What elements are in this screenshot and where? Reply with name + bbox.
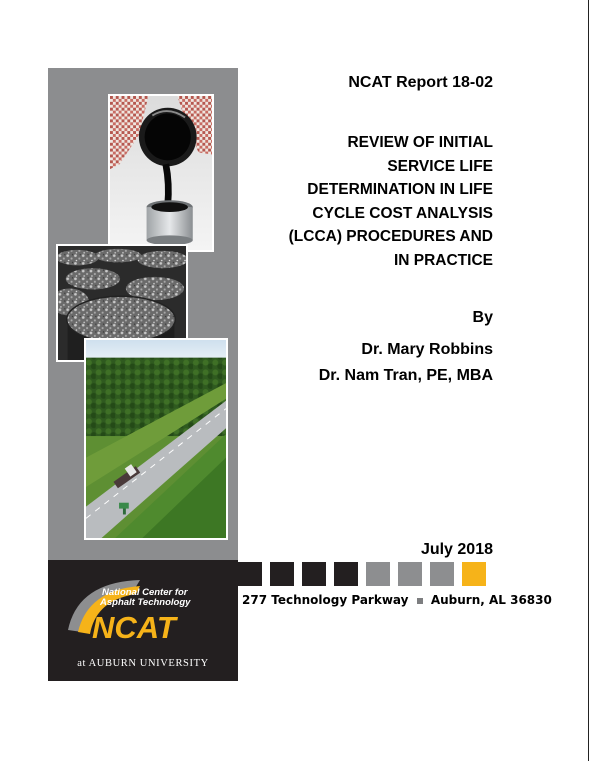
gray-square bbox=[398, 562, 422, 586]
report-title bbox=[289, 131, 493, 272]
title-line: REVIEW OF INITIAL bbox=[347, 134, 493, 151]
ncat-logo bbox=[48, 560, 238, 681]
dark-square bbox=[334, 562, 358, 586]
report-date: July 2018 bbox=[420, 541, 493, 558]
asphalt-binder-photo bbox=[108, 94, 214, 252]
dark-square bbox=[270, 562, 294, 586]
logo-name-line2: Asphalt Technology bbox=[100, 597, 191, 608]
author-name: Dr. Mary Robbins bbox=[361, 341, 493, 358]
page-edge-line bbox=[588, 0, 589, 761]
title-line: DETERMINATION IN LIFE bbox=[307, 181, 493, 198]
logo-acronym: NCAT bbox=[92, 610, 176, 645]
gray-square bbox=[366, 562, 390, 586]
dark-square bbox=[238, 562, 262, 586]
dark-square bbox=[302, 562, 326, 586]
title-line: SERVICE LIFE bbox=[387, 157, 493, 175]
address-street: 277 Technology Parkway bbox=[242, 593, 409, 607]
logo-name-line1: National Center for bbox=[102, 587, 188, 598]
address-city: Auburn, AL 36830 bbox=[430, 593, 552, 607]
authors bbox=[319, 337, 493, 389]
gray-square bbox=[430, 562, 454, 586]
gray-square-bullet-icon bbox=[417, 598, 423, 604]
address-line bbox=[242, 593, 552, 607]
logo-university: at AUBURN UNIVERSITY bbox=[77, 658, 209, 669]
report-number: NCAT Report 18-02 bbox=[348, 74, 493, 91]
highway-photo bbox=[84, 338, 228, 540]
by-label: By bbox=[472, 309, 493, 326]
title-line: (LCCA) PROCEDURES AND bbox=[288, 228, 493, 245]
title-line: IN PRACTICE bbox=[393, 251, 493, 269]
author-name: Dr. Nam Tran, PE, MBA bbox=[318, 367, 493, 384]
gold-square bbox=[462, 562, 486, 586]
title-line: CYCLE COST ANALYSIS bbox=[312, 204, 493, 222]
